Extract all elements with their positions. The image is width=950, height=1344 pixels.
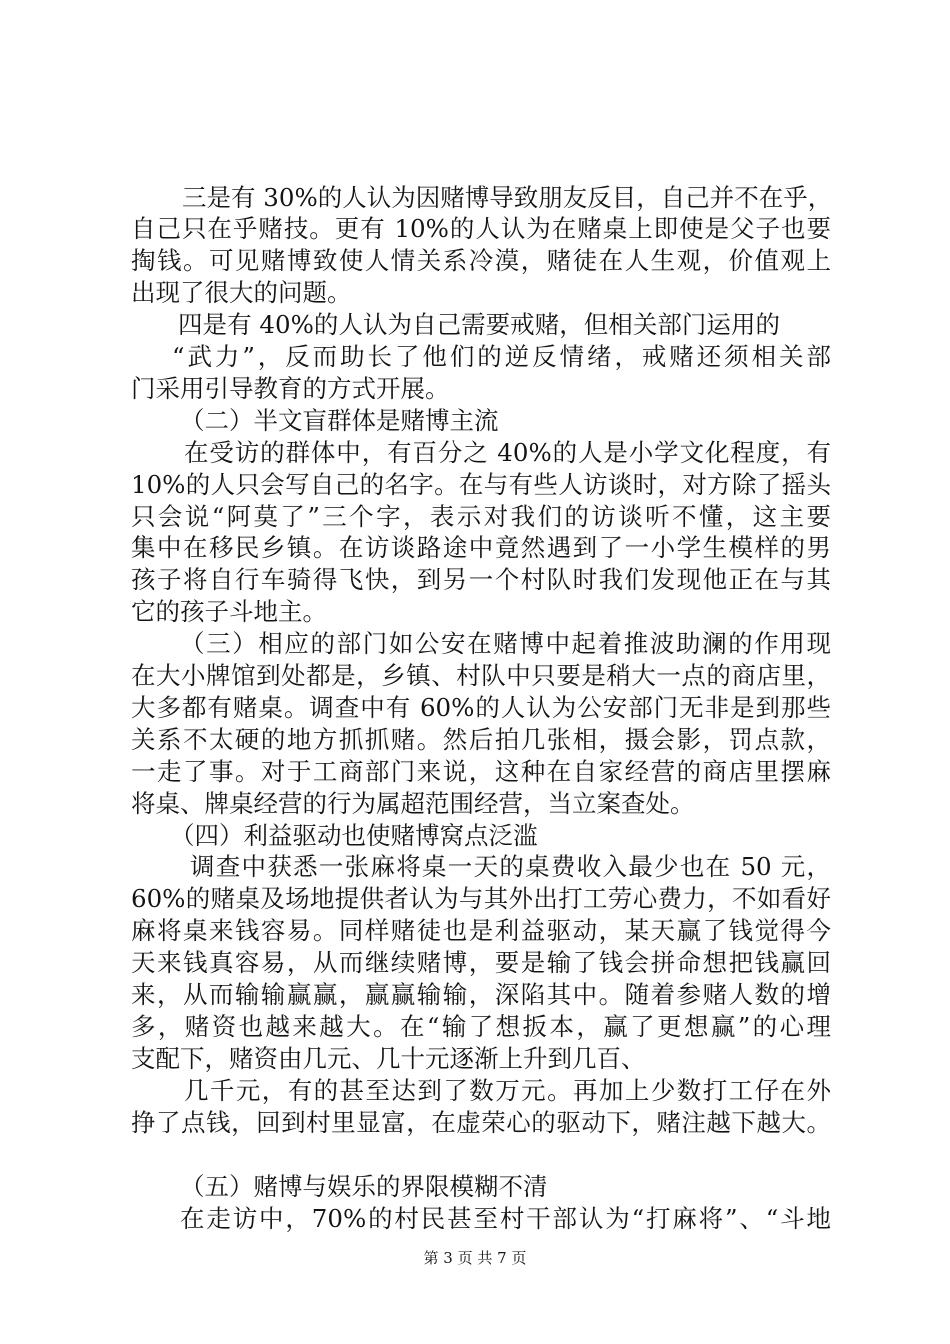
text-line: 在大小牌馆到处都是，乡镇、村队中只要是稍大一点的商店里， (131, 661, 831, 690)
section-heading: （五）赌博与娱乐的界限模糊不清 (180, 1172, 548, 1201)
text-line: 挣了点钱，回到村里显富，在虚荣心的驱动下，赌注越下越大。 (131, 1108, 831, 1137)
section-heading: （三）相应的部门如公安在赌博中起着推波助澜的作用现 (180, 629, 831, 658)
text-line: 三是有 30%的人认为因赌博导致朋友反目，自己并不在乎， (182, 183, 833, 212)
text-line: 孩子将自行车骑得飞快，到另一个村队时我们发现他正在与其 (131, 565, 831, 594)
page-number-footer: 第 3 页 共 7 页 (423, 1249, 527, 1267)
text-line: 只会说“阿莫了”三个字，表示对我们的访谈听不懂，这主要 (131, 502, 831, 531)
section-heading: （四）利益驱动也使赌博窝点泛滥 (170, 821, 538, 850)
text-line: 四是有 40%的人认为自己需要戒赌，但相关部门运用的 (178, 310, 780, 339)
text-line: 麻将桌来钱容易。同样赌徒也是利益驱动，某天赢了钱觉得今 (131, 916, 831, 945)
text-line: 关系不太硬的地方抓抓赌。然后拍几张相，摄会影，罚点款， (131, 725, 831, 754)
text-line: 在受访的群体中，有百分之 40%的人是小学文化程度，有 (184, 438, 831, 467)
text-line: 出现了很大的问题。 (131, 278, 352, 307)
text-line: 天来钱真容易，从而继续赌博，要是输了钱会拼命想把钱赢回 (131, 948, 831, 977)
text-line: 它的孩子斗地主。 (131, 597, 327, 626)
text-line: 支配下，赌资由几元、几十元逐渐上升到几百、 (131, 1044, 646, 1073)
text-line: 掏钱。可见赌博致使人情关系冷漠，赌徒在人生观，价值观上 (131, 246, 831, 275)
text-line: 调查中获悉一张麻将桌一天的桌费收入最少也在 50 元， (190, 852, 831, 881)
text-line: 门采用引导教育的方式开展。 (131, 374, 450, 403)
text-line: 集中在移民乡镇。在访谈路途中竟然遇到了一小学生模样的男 (131, 533, 831, 562)
text-line: 60%的赌桌及场地提供者认为与其外出打工劳心费力，不如看好 (131, 884, 831, 913)
text-line: 10%的人只会写自己的名字。在与有些人访谈时，对方除了摇头 (131, 470, 831, 499)
text-line: “武力”，反而助长了他们的逆反情绪，戒赌还须相关部 (172, 342, 831, 371)
text-line: 大多都有赌桌。调查中有 60%的人认为公安部门无非是到那些 (131, 693, 831, 722)
text-line: 多，赌资也越来越大。在“输了想扳本，赢了更想赢”的心理 (131, 1012, 831, 1041)
text-line: 自己只在乎赌技。更有 10%的人认为在赌桌上即使是父子也要 (131, 214, 831, 243)
section-heading: （二）半文盲群体是赌博主流 (180, 406, 499, 435)
text-line: 在走访中，70%的村民甚至村干部认为“打麻将”、“斗地 (180, 1204, 831, 1233)
text-line: 将桌、牌桌经营的行为属超范围经营，当立案查处。 (131, 789, 695, 818)
text-line: 来，从而输输赢赢，赢赢输输，深陷其中。随着参赌人数的增 (131, 980, 831, 1009)
text-line: 一走了事。对于工商部门来说，这种在自家经营的商店里摆麻 (131, 757, 831, 786)
text-line: 几千元，有的甚至达到了数万元。再加上少数打工仔在外 (184, 1076, 831, 1105)
